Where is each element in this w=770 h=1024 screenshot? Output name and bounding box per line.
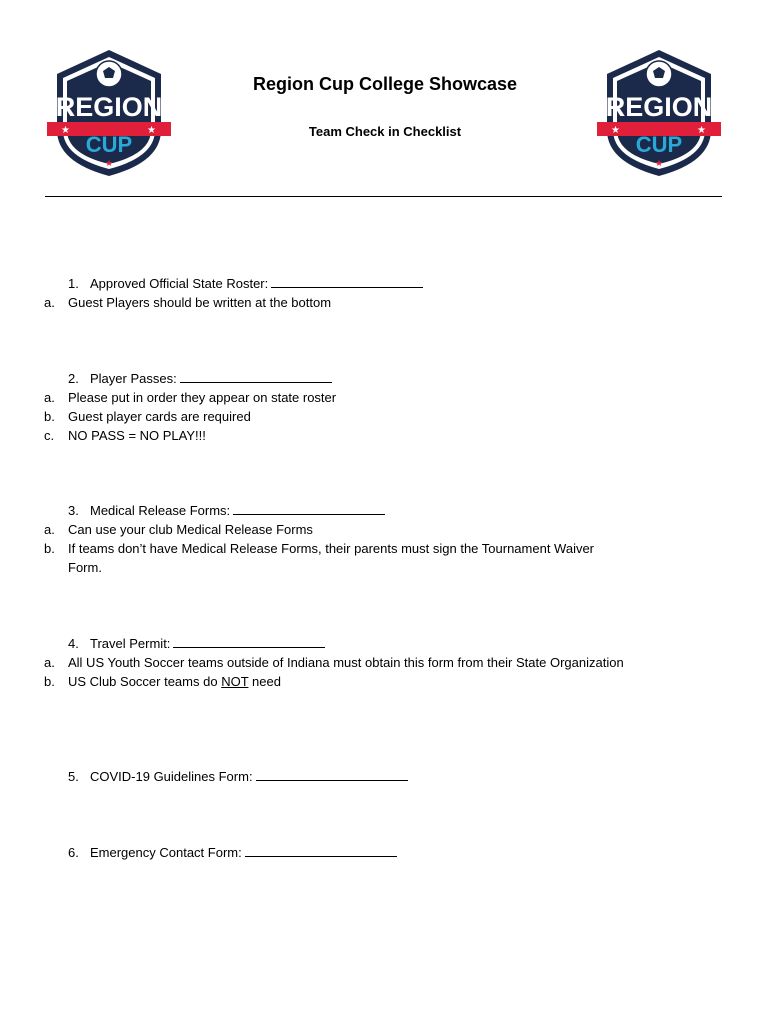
- svg-text:★: ★: [697, 125, 706, 136]
- sub-letter: b.: [44, 409, 55, 424]
- item-label: Approved Official State Roster:: [90, 276, 269, 291]
- checklist-item: [44, 501, 628, 577]
- sub-item-text-post: need: [248, 674, 281, 689]
- header-divider: [45, 196, 722, 197]
- sub-letter: a.: [44, 295, 55, 310]
- fill-in-blank[interactable]: [173, 634, 325, 648]
- item-number: 6.: [68, 845, 79, 860]
- checklist-item: [44, 274, 628, 312]
- sub-letter: b.: [44, 541, 55, 556]
- region-cup-logo-left: [43, 44, 175, 180]
- fill-in-blank[interactable]: [256, 767, 408, 781]
- checklist-item: [44, 634, 628, 691]
- sub-item-text: Can use your club Medical Release Forms: [68, 522, 313, 537]
- sub-item-text: Guest Players should be written at the bottom: [68, 295, 332, 310]
- sub-item-text: If teams don’t have Medical Release Forms, their parents must sign the Tournament Waiver Form.: [68, 541, 595, 575]
- svg-text:★: ★: [611, 125, 620, 136]
- page-subtitle: Team Check in Checklist: [308, 124, 462, 139]
- sub-letter: a.: [44, 522, 55, 537]
- sub-letter: a.: [44, 655, 55, 670]
- svg-text:★: ★: [654, 159, 664, 169]
- sub-item-text: Please put in order they appear on state roster: [68, 390, 337, 405]
- sub-letter: b.: [44, 674, 55, 689]
- sub-item-text: Guest player cards are required: [68, 409, 251, 424]
- fill-in-blank[interactable]: [180, 369, 332, 383]
- sub-letter: c.: [44, 428, 55, 443]
- sub-item-text-underlined: NOT: [221, 674, 249, 689]
- sub-item-text: All US Youth Soccer teams outside of Indiana must obtain this form from their State Organization: [68, 655, 624, 670]
- svg-text:★: ★: [147, 125, 156, 136]
- region-cup-logo-right: [593, 44, 725, 180]
- item-number: 1.: [68, 276, 79, 291]
- item-number: 3.: [68, 503, 79, 518]
- sub-item-text-pre: US Club Soccer teams do: [68, 674, 222, 689]
- checklist-item: [68, 767, 408, 786]
- fill-in-blank[interactable]: [245, 843, 397, 857]
- logo-word-cup: CUP: [85, 132, 133, 157]
- sub-item-text: NO PASS = NO PLAY!!!: [68, 428, 206, 443]
- logo-word-region: REGION: [55, 92, 163, 122]
- item-number: 5.: [68, 769, 79, 784]
- item-number: 4.: [68, 636, 79, 651]
- item-label: Medical Release Forms:: [90, 503, 231, 518]
- item-label: COVID-19 Guidelines Form:: [90, 769, 253, 784]
- svg-text:★: ★: [104, 159, 114, 169]
- sub-letter: a.: [44, 390, 55, 405]
- checklist-item: [44, 369, 628, 445]
- logo-word-cup: CUP: [635, 132, 683, 157]
- checklist-item: [68, 843, 397, 862]
- page-title: Region Cup College Showcase: [252, 74, 518, 94]
- item-label: Emergency Contact Form:: [90, 845, 242, 860]
- svg-text:★: ★: [61, 125, 70, 136]
- item-label: Player Passes:: [90, 371, 177, 386]
- item-label: Travel Permit:: [90, 636, 171, 651]
- fill-in-blank[interactable]: [233, 501, 385, 515]
- item-number: 2.: [68, 371, 79, 386]
- logo-word-region: REGION: [605, 92, 713, 122]
- fill-in-blank[interactable]: [271, 274, 423, 288]
